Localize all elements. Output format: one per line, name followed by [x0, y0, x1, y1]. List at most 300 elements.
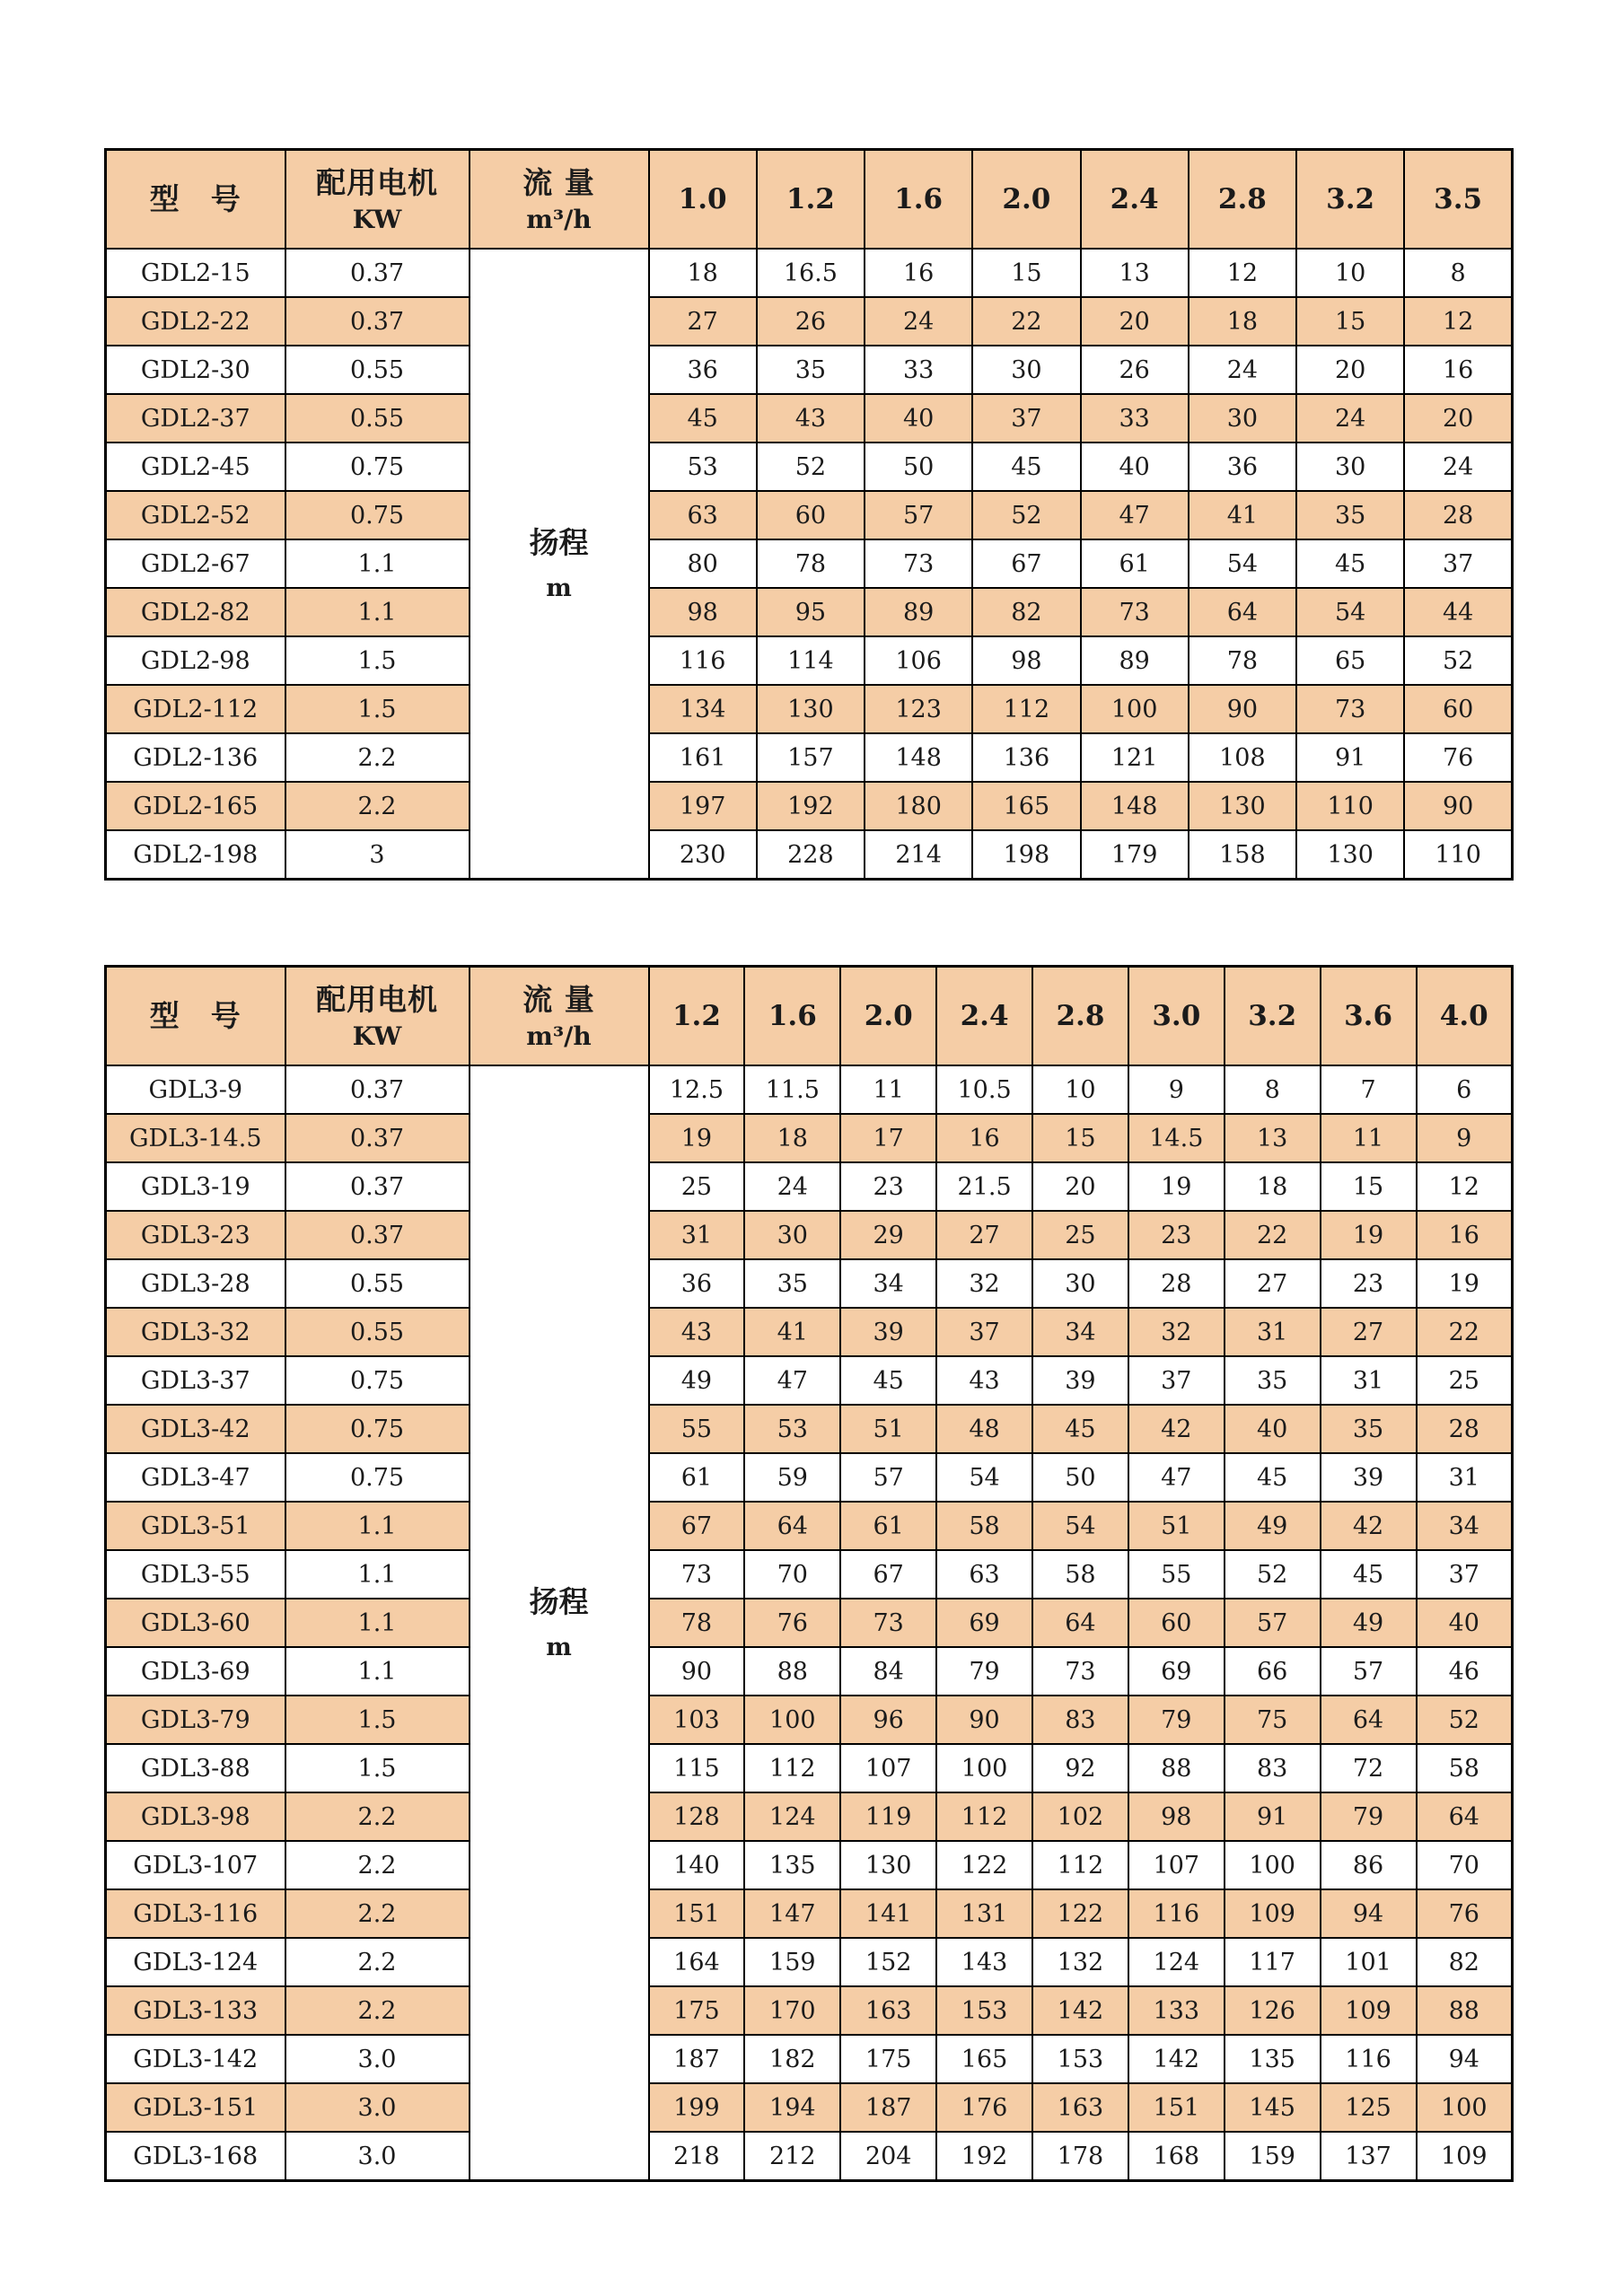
head-value-cell: 60 [757, 491, 865, 539]
head-value-cell: 130 [840, 1841, 936, 1889]
head-value-cell: 88 [1128, 1744, 1225, 1792]
head-value-cell: 158 [1189, 830, 1296, 880]
model-header-label: 型 号 [149, 180, 241, 216]
head-value-cell: 90 [649, 1647, 745, 1696]
head-value-cell: 170 [744, 1986, 840, 2035]
motor-power-cell: 1.1 [285, 539, 470, 588]
head-value-cell: 27 [936, 1211, 1032, 1259]
head-value-cell: 13 [1081, 249, 1189, 297]
model-cell: GDL3-124 [106, 1938, 285, 1986]
head-value-cell: 147 [744, 1889, 840, 1938]
table-row [106, 1696, 1513, 1744]
head-value-cell: 18 [744, 1114, 840, 1162]
table-row [106, 539, 1513, 588]
head-value-cell: 19 [1128, 1162, 1225, 1211]
motor-power-cell: 2.2 [285, 1841, 470, 1889]
flow-value-label: 2.8 [1217, 183, 1267, 215]
head-value-cell: 100 [1225, 1841, 1321, 1889]
head-value-cell: 16 [936, 1114, 1032, 1162]
head-value-cell: 143 [936, 1938, 1032, 1986]
head-value-cell: 11 [840, 1065, 936, 1114]
flow-value-label: 1.6 [894, 183, 944, 215]
flow-value-label: 1.2 [672, 1000, 721, 1032]
head-value-cell: 57 [865, 491, 972, 539]
head-value-cell: 70 [1417, 1841, 1513, 1889]
head-value-cell: 72 [1321, 1744, 1417, 1792]
table-row [106, 1792, 1513, 1841]
head-value-cell: 61 [840, 1502, 936, 1550]
head-value-cell: 47 [1128, 1453, 1225, 1502]
head-value-cell: 15 [1296, 297, 1404, 346]
head-value-cell: 37 [1404, 539, 1512, 588]
model-cell: GDL3-142 [106, 2035, 285, 2083]
table-row [106, 1647, 1513, 1696]
head-value-cell: 16 [1417, 1211, 1513, 1259]
head-label: 扬程 [529, 1584, 589, 1620]
head-value-cell: 11 [1321, 1114, 1417, 1162]
head-value-cell: 178 [1032, 2132, 1128, 2181]
head-value-cell: 98 [1128, 1792, 1225, 1841]
head-value-cell: 52 [757, 443, 865, 491]
head-value-cell: 27 [1225, 1259, 1321, 1308]
head-value-cell: 148 [865, 733, 972, 782]
head-unit-label: m [546, 1633, 572, 1661]
head-value-cell: 88 [744, 1647, 840, 1696]
head-value-cell: 44 [1404, 588, 1512, 636]
head-value-cell: 115 [649, 1744, 745, 1792]
head-value-cell: 28 [1128, 1259, 1225, 1308]
head-value-cell: 69 [936, 1599, 1032, 1647]
motor-power-cell: 0.37 [285, 297, 470, 346]
flow-value-label: 2.4 [960, 1000, 1009, 1032]
motor-power-unit-label: KW [352, 204, 402, 234]
head-value-cell: 135 [744, 1841, 840, 1889]
head-value-cell: 45 [972, 443, 1080, 491]
flow-value-header-cell [1128, 967, 1225, 1066]
head-value-cell: 100 [1081, 685, 1189, 733]
motor-power-cell: 0.75 [285, 1356, 470, 1405]
gdl2-performance-table [104, 148, 1514, 881]
head-value-cell: 121 [1081, 733, 1189, 782]
head-value-cell: 40 [865, 394, 972, 443]
motor-power-cell: 1.5 [285, 636, 470, 685]
motor-power-cell: 0.37 [285, 1162, 470, 1211]
head-value-cell: 8 [1225, 1065, 1321, 1114]
model-cell: GDL2-22 [106, 297, 285, 346]
head-value-cell: 117 [1225, 1938, 1321, 1986]
head-value-cell: 47 [1081, 491, 1189, 539]
head-value-cell: 15 [1032, 1114, 1128, 1162]
table-row [106, 2132, 1513, 2181]
head-value-cell: 30 [1032, 1259, 1128, 1308]
flow-value-header-cell [744, 967, 840, 1066]
flow-value-label: 3.5 [1434, 183, 1483, 215]
motor-power-cell: 0.37 [285, 1211, 470, 1259]
head-value-cell: 40 [1225, 1405, 1321, 1453]
head-value-cell: 73 [1032, 1647, 1128, 1696]
head-value-cell: 83 [1225, 1744, 1321, 1792]
table-header [106, 967, 1513, 1066]
head-value-cell: 21.5 [936, 1162, 1032, 1211]
head-value-cell: 18 [649, 249, 757, 297]
head-value-cell: 212 [744, 2132, 840, 2181]
head-unit-label: m [546, 574, 572, 602]
head-value-cell: 50 [1032, 1453, 1128, 1502]
head-value-cell: 64 [1189, 588, 1296, 636]
head-value-cell: 64 [1417, 1792, 1513, 1841]
table-row [106, 782, 1513, 830]
head-value-cell: 112 [1032, 1841, 1128, 1889]
head-value-cell: 79 [1321, 1792, 1417, 1841]
model-header-cell [106, 967, 285, 1066]
head-value-cell: 94 [1321, 1889, 1417, 1938]
table-row [106, 1502, 1513, 1550]
head-value-cell: 45 [1321, 1550, 1417, 1599]
head-value-cell: 110 [1296, 782, 1404, 830]
head-value-cell: 182 [744, 2035, 840, 2083]
flow-value-label: 2.4 [1110, 183, 1159, 215]
table-row [106, 1356, 1513, 1405]
head-value-cell: 137 [1321, 2132, 1417, 2181]
head-value-cell: 32 [1128, 1308, 1225, 1356]
head-value-cell: 45 [1032, 1405, 1128, 1453]
head-value-cell: 126 [1225, 1986, 1321, 2035]
motor-power-header-cell [285, 967, 470, 1066]
head-value-cell: 23 [1321, 1259, 1417, 1308]
head-value-cell: 187 [840, 2083, 936, 2132]
head-value-cell: 142 [1032, 1986, 1128, 2035]
head-value-cell: 16.5 [757, 249, 865, 297]
head-value-cell: 42 [1321, 1502, 1417, 1550]
model-cell: GDL3-9 [106, 1065, 285, 1114]
flow-value-header-cell [865, 150, 972, 250]
flow-value-header-cell [972, 150, 1080, 250]
table-row [106, 1259, 1513, 1308]
head-value-cell: 136 [972, 733, 1080, 782]
model-cell: GDL3-19 [106, 1162, 285, 1211]
motor-power-cell: 0.55 [285, 1259, 470, 1308]
head-value-cell: 40 [1081, 443, 1189, 491]
head-value-cell: 10 [1296, 249, 1404, 297]
head-value-cell: 106 [865, 636, 972, 685]
head-value-cell: 132 [1032, 1938, 1128, 1986]
head-value-cell: 12 [1189, 249, 1296, 297]
flow-value-header-cell [649, 150, 757, 250]
head-value-cell: 45 [840, 1356, 936, 1405]
head-value-cell: 37 [1128, 1356, 1225, 1405]
head-label: 扬程 [529, 525, 589, 561]
flow-unit-label: m³/h [526, 204, 592, 234]
head-value-cell: 30 [1296, 443, 1404, 491]
head-value-cell: 103 [649, 1696, 745, 1744]
motor-power-cell: 0.75 [285, 1405, 470, 1453]
head-value-cell: 7 [1321, 1065, 1417, 1114]
head-value-cell: 90 [936, 1696, 1032, 1744]
head-value-cell: 64 [1032, 1599, 1128, 1647]
head-value-cell: 230 [649, 830, 757, 880]
head-value-cell: 27 [1321, 1308, 1417, 1356]
model-cell: GDL3-42 [106, 1405, 285, 1453]
head-value-cell: 22 [1225, 1211, 1321, 1259]
flow-value-header-cell [1225, 967, 1321, 1066]
head-value-cell: 39 [1321, 1453, 1417, 1502]
head-value-cell: 51 [840, 1405, 936, 1453]
motor-power-header-label: 配用电机 [316, 981, 438, 1017]
head-value-cell: 35 [1225, 1356, 1321, 1405]
table-row [106, 685, 1513, 733]
head-value-cell: 18 [1189, 297, 1296, 346]
head-value-cell: 9 [1128, 1065, 1225, 1114]
head-value-cell: 47 [744, 1356, 840, 1405]
table-row [106, 1453, 1513, 1502]
head-value-cell: 24 [865, 297, 972, 346]
head-value-cell: 153 [936, 1986, 1032, 2035]
head-value-cell: 90 [1404, 782, 1512, 830]
head-value-cell: 94 [1417, 2035, 1513, 2083]
head-value-cell: 84 [840, 1647, 936, 1696]
table-row [106, 1889, 1513, 1938]
head-value-cell: 109 [1417, 2132, 1513, 2181]
head-value-cell: 53 [649, 443, 757, 491]
table-row [106, 2035, 1513, 2083]
head-value-cell: 148 [1081, 782, 1189, 830]
head-value-cell: 23 [840, 1162, 936, 1211]
model-cell: GDL2-198 [106, 830, 285, 880]
head-merged-cell [470, 249, 649, 880]
head-value-cell: 30 [1189, 394, 1296, 443]
head-value-cell: 109 [1321, 1986, 1417, 2035]
head-value-cell: 107 [1128, 1841, 1225, 1889]
table-row [106, 1308, 1513, 1356]
head-value-cell: 46 [1417, 1647, 1513, 1696]
head-value-cell: 112 [744, 1744, 840, 1792]
flow-value-label: 1.6 [768, 1000, 817, 1032]
model-cell: GDL2-82 [106, 588, 285, 636]
model-cell: GDL2-30 [106, 346, 285, 394]
header-row [106, 967, 1513, 1066]
head-value-cell: 26 [757, 297, 865, 346]
head-value-cell: 57 [1225, 1599, 1321, 1647]
head-value-cell: 33 [1081, 394, 1189, 443]
head-value-cell: 152 [840, 1938, 936, 1986]
head-value-cell: 80 [649, 539, 757, 588]
head-value-cell: 95 [757, 588, 865, 636]
head-value-cell: 151 [649, 1889, 745, 1938]
head-value-cell: 79 [1128, 1696, 1225, 1744]
model-cell: GDL3-79 [106, 1696, 285, 1744]
table-row [106, 830, 1513, 880]
head-value-cell: 43 [757, 394, 865, 443]
motor-power-cell: 3.0 [285, 2132, 470, 2181]
head-value-cell: 45 [1296, 539, 1404, 588]
head-value-cell: 41 [744, 1308, 840, 1356]
motor-power-cell: 0.75 [285, 443, 470, 491]
head-value-cell: 12 [1417, 1162, 1513, 1211]
head-value-cell: 30 [972, 346, 1080, 394]
head-value-cell: 114 [757, 636, 865, 685]
head-value-cell: 35 [757, 346, 865, 394]
head-value-cell: 13 [1225, 1114, 1321, 1162]
table-body [106, 249, 1513, 880]
flow-unit-label: m³/h [526, 1021, 592, 1051]
head-value-cell: 123 [865, 685, 972, 733]
head-value-cell: 164 [649, 1938, 745, 1986]
motor-power-cell: 0.55 [285, 1308, 470, 1356]
head-value-cell: 73 [865, 539, 972, 588]
head-value-cell: 54 [1296, 588, 1404, 636]
head-value-cell: 40 [1417, 1599, 1513, 1647]
table-row [106, 733, 1513, 782]
head-value-cell: 32 [936, 1259, 1032, 1308]
head-value-cell: 133 [1128, 1986, 1225, 2035]
head-value-cell: 204 [840, 2132, 936, 2181]
head-value-cell: 110 [1404, 830, 1512, 880]
table-row [106, 1986, 1513, 2035]
head-value-cell: 23 [1128, 1211, 1225, 1259]
head-value-cell: 76 [744, 1599, 840, 1647]
head-value-cell: 63 [649, 491, 757, 539]
head-value-cell: 31 [649, 1211, 745, 1259]
head-value-cell: 36 [649, 346, 757, 394]
model-cell: GDL2-37 [106, 394, 285, 443]
head-value-cell: 27 [649, 297, 757, 346]
head-value-cell: 10 [1032, 1065, 1128, 1114]
head-value-cell: 107 [840, 1744, 936, 1792]
head-value-cell: 16 [865, 249, 972, 297]
flow-value-header-cell [757, 150, 865, 250]
head-value-cell: 54 [1189, 539, 1296, 588]
head-value-cell: 34 [840, 1259, 936, 1308]
table-row [106, 346, 1513, 394]
head-value-cell: 60 [1128, 1599, 1225, 1647]
head-value-cell: 12 [1404, 297, 1512, 346]
head-value-cell: 192 [757, 782, 865, 830]
head-value-cell: 52 [1404, 636, 1512, 685]
head-value-cell: 101 [1321, 1938, 1417, 1986]
head-value-cell: 100 [744, 1696, 840, 1744]
head-value-cell: 161 [649, 733, 757, 782]
flow-value-label: 2.0 [864, 1000, 913, 1032]
head-value-cell: 15 [972, 249, 1080, 297]
head-value-cell: 6 [1417, 1065, 1513, 1114]
head-value-cell: 51 [1128, 1502, 1225, 1550]
model-cell: GDL2-112 [106, 685, 285, 733]
table-row [106, 1211, 1513, 1259]
head-value-cell: 116 [649, 636, 757, 685]
head-value-cell: 31 [1225, 1308, 1321, 1356]
head-value-cell: 159 [744, 1938, 840, 1986]
table-row [106, 1938, 1513, 1986]
motor-power-cell: 2.2 [285, 1938, 470, 1986]
table-row [106, 297, 1513, 346]
head-value-cell: 45 [1225, 1453, 1321, 1502]
head-value-cell: 131 [936, 1889, 1032, 1938]
model-cell: GDL3-88 [106, 1744, 285, 1792]
model-cell: GDL2-165 [106, 782, 285, 830]
table-row [106, 1841, 1513, 1889]
head-value-cell: 157 [757, 733, 865, 782]
flow-value-header-cell [1296, 150, 1404, 250]
head-value-cell: 53 [744, 1405, 840, 1453]
model-cell: GDL2-15 [106, 249, 285, 297]
head-value-cell: 37 [936, 1308, 1032, 1356]
motor-power-cell: 1.1 [285, 1502, 470, 1550]
head-value-cell: 163 [840, 1986, 936, 2035]
head-value-cell: 25 [1417, 1356, 1513, 1405]
head-value-cell: 25 [1032, 1211, 1128, 1259]
head-value-cell: 11.5 [744, 1065, 840, 1114]
head-value-cell: 20 [1404, 394, 1512, 443]
head-value-cell: 55 [649, 1405, 745, 1453]
head-value-cell: 79 [936, 1647, 1032, 1696]
motor-power-cell: 2.2 [285, 1986, 470, 2035]
head-value-cell: 102 [1032, 1792, 1128, 1841]
flow-header-cell [470, 150, 649, 250]
head-value-cell: 43 [649, 1308, 745, 1356]
head-value-cell: 24 [1404, 443, 1512, 491]
head-value-cell: 34 [1417, 1502, 1513, 1550]
head-value-cell: 61 [1081, 539, 1189, 588]
head-value-cell: 89 [865, 588, 972, 636]
head-value-cell: 29 [840, 1211, 936, 1259]
head-value-cell: 64 [744, 1502, 840, 1550]
motor-power-header-cell [285, 150, 470, 250]
table-row [106, 1065, 1513, 1114]
motor-power-cell: 2.2 [285, 782, 470, 830]
head-value-cell: 67 [972, 539, 1080, 588]
motor-power-cell: 0.75 [285, 1453, 470, 1502]
head-value-cell: 89 [1081, 636, 1189, 685]
head-value-cell: 197 [649, 782, 757, 830]
model-cell: GDL2-98 [106, 636, 285, 685]
motor-power-cell: 0.55 [285, 346, 470, 394]
model-cell: GDL2-136 [106, 733, 285, 782]
head-value-cell: 36 [649, 1259, 745, 1308]
head-value-cell: 16 [1404, 346, 1512, 394]
head-value-cell: 112 [972, 685, 1080, 733]
head-value-cell: 168 [1128, 2132, 1225, 2181]
head-value-cell: 24 [744, 1162, 840, 1211]
head-value-cell: 55 [1128, 1550, 1225, 1599]
table-row [106, 1162, 1513, 1211]
head-value-cell: 192 [936, 2132, 1032, 2181]
head-value-cell: 58 [936, 1502, 1032, 1550]
head-value-cell: 54 [936, 1453, 1032, 1502]
head-value-cell: 73 [649, 1550, 745, 1599]
model-cell: GDL3-28 [106, 1259, 285, 1308]
table-row [106, 394, 1513, 443]
flow-value-label: 3.2 [1248, 1000, 1297, 1032]
flow-value-label: 2.0 [1002, 183, 1051, 215]
head-value-cell: 73 [840, 1599, 936, 1647]
motor-power-cell: 1.5 [285, 1744, 470, 1792]
head-merged-cell [470, 1065, 649, 2181]
head-value-cell: 33 [865, 346, 972, 394]
head-value-cell: 35 [1296, 491, 1404, 539]
motor-power-cell: 1.1 [285, 588, 470, 636]
motor-power-cell: 1.1 [285, 1647, 470, 1696]
head-value-cell: 140 [649, 1841, 745, 1889]
head-value-cell: 63 [936, 1550, 1032, 1599]
head-value-cell: 176 [936, 2083, 1032, 2132]
table-row [106, 1114, 1513, 1162]
head-value-cell: 8 [1404, 249, 1512, 297]
head-value-cell: 14.5 [1128, 1114, 1225, 1162]
head-value-cell: 24 [1296, 394, 1404, 443]
motor-power-cell: 1.5 [285, 1696, 470, 1744]
head-value-cell: 90 [1189, 685, 1296, 733]
head-value-cell: 153 [1032, 2035, 1128, 2083]
